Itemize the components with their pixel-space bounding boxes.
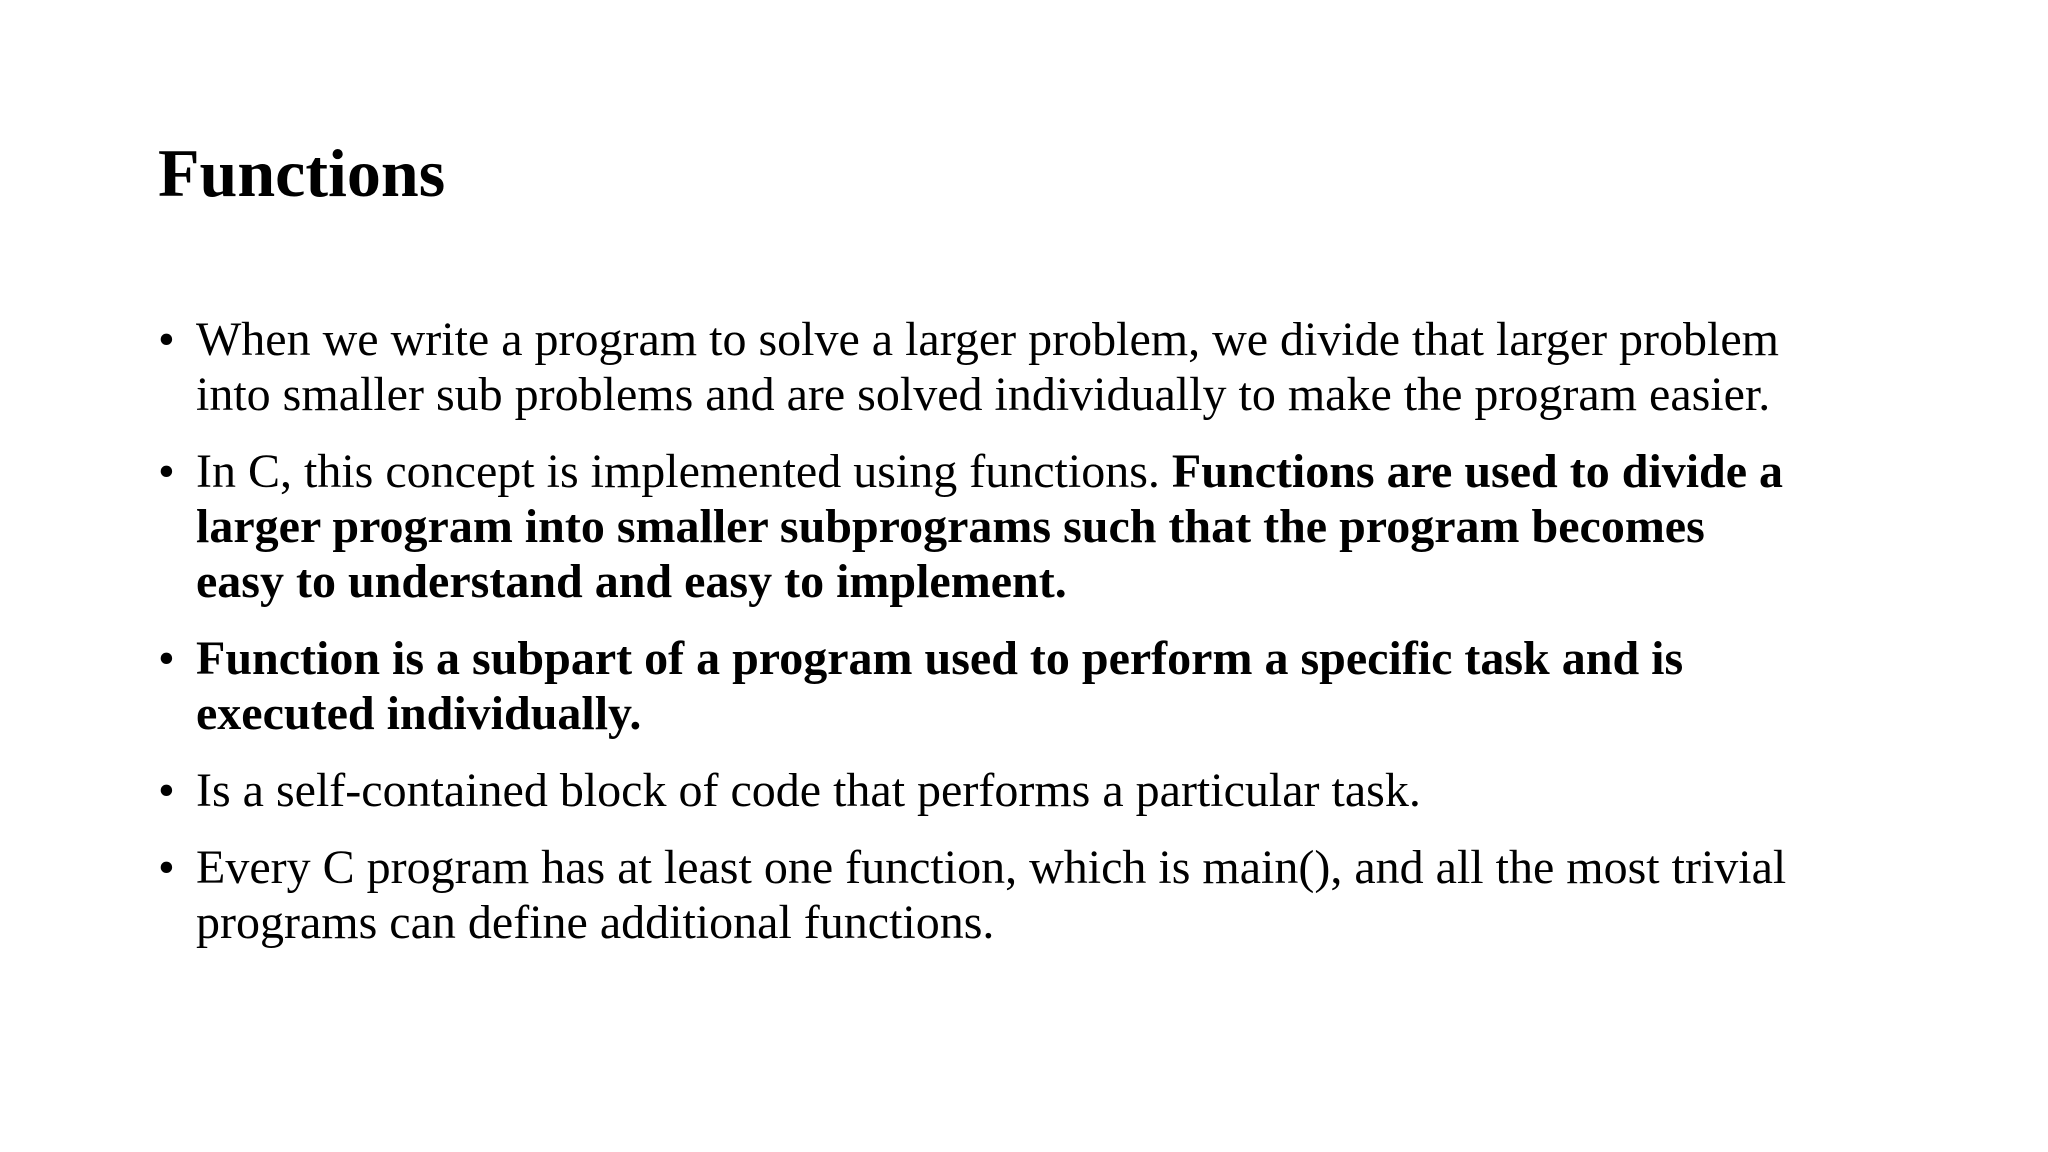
- bold-text-segment: Functions are used to divide a: [1171, 445, 1784, 498]
- bullet-item: [158, 312, 1918, 422]
- bullet-marker: •: [158, 632, 175, 685]
- bold-text-segment: larger program into smaller subprograms such that the program becomes: [196, 500, 1705, 553]
- text-segment: programs can define additional functions.: [196, 896, 995, 949]
- bullet-marker: •: [158, 313, 175, 366]
- bullet-line: [196, 444, 1918, 499]
- bullet-text: [196, 444, 1918, 609]
- text-segment: Every C program has at least one function, which is main(), and all the most trivial: [196, 841, 1787, 894]
- bullet-line: [196, 895, 1918, 950]
- bold-text-segment: executed individually.: [196, 687, 642, 740]
- text-segment: When we write a program to solve a larger problem, we divide that larger problem: [196, 313, 1780, 366]
- bullet-line: [196, 686, 1918, 741]
- bullet-line: [196, 499, 1918, 554]
- bold-text-segment: Function is a subpart of a program used to perform a specific task and is: [196, 632, 1684, 685]
- bullet-text: [196, 631, 1918, 741]
- slide-title: Functions: [158, 135, 446, 211]
- bullet-text: [196, 312, 1918, 422]
- bullet-item: [158, 444, 1918, 609]
- bullet-line: [196, 763, 1918, 818]
- bullet-marker: •: [158, 764, 175, 817]
- bullet-line: [196, 631, 1918, 686]
- bullet-list: [158, 312, 1918, 972]
- text-segment: In C, this concept is implemented using functions.: [196, 445, 1172, 498]
- bullet-line: [196, 367, 1918, 422]
- bullet-marker: •: [158, 445, 175, 498]
- text-segment: Is a self-contained block of code that performs a particular task.: [196, 764, 1421, 817]
- bullet-item: [158, 840, 1918, 950]
- text-segment: into smaller sub problems and are solved individually to make the program easier.: [196, 368, 1771, 421]
- bullet-line: [196, 840, 1918, 895]
- bullet-item: [158, 631, 1918, 741]
- bullet-text: [196, 763, 1918, 818]
- bold-text-segment: easy to understand and easy to implement.: [196, 555, 1067, 608]
- bullet-text: [196, 840, 1918, 950]
- bullet-line: [196, 554, 1918, 609]
- bullet-marker: •: [158, 841, 175, 894]
- bullet-item: [158, 763, 1918, 818]
- bullet-line: [196, 312, 1918, 367]
